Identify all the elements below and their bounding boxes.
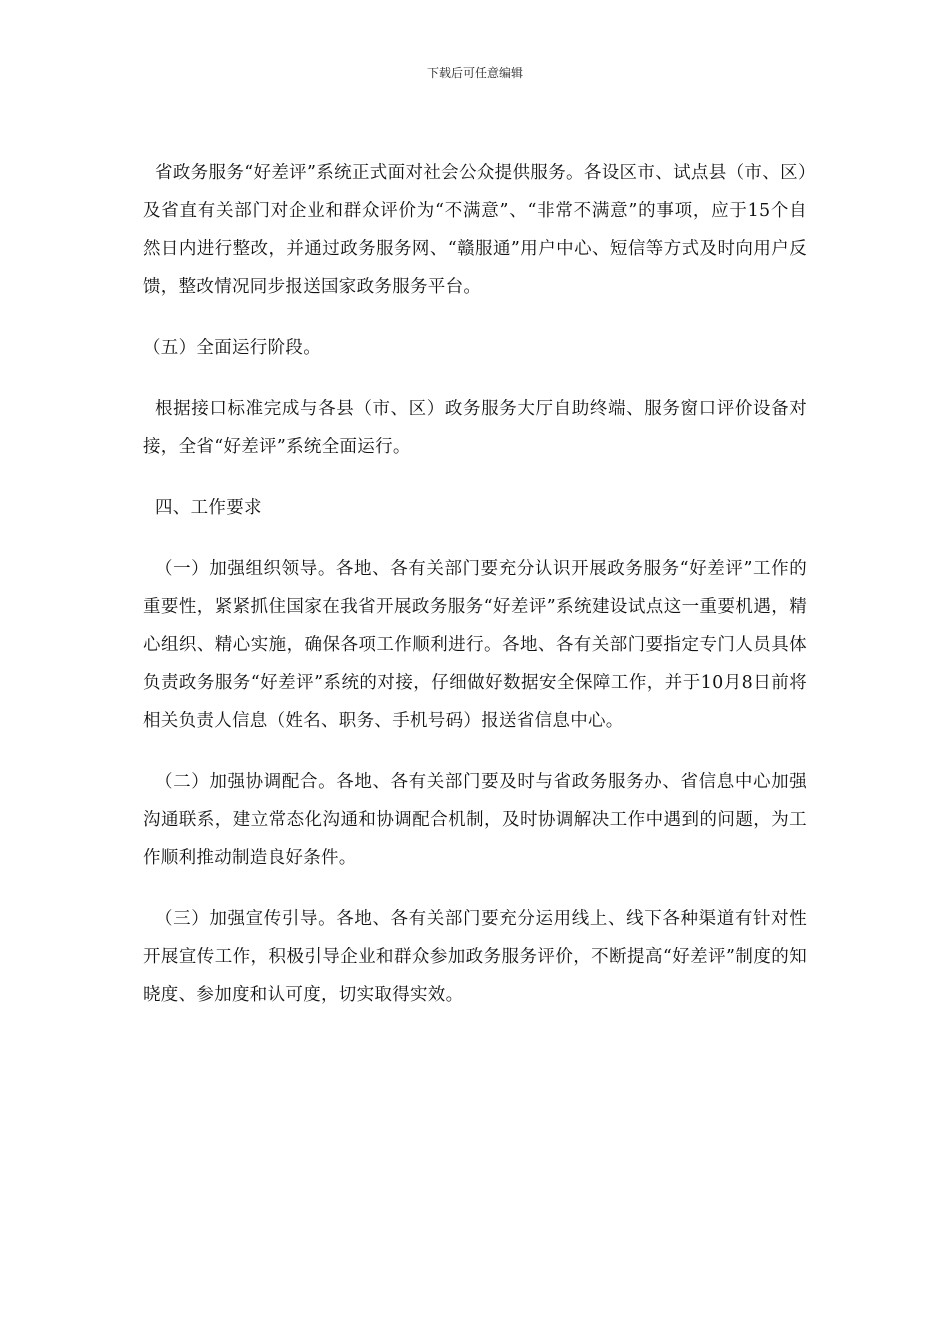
document-body: [143, 154, 807, 1037]
paragraph-heading-stage-five: （五）全面运行阶段。: [143, 338, 321, 358]
paragraph-requirement-leadership: （一）加强组织领导。各地、各有关部门要充分认识开展政务服务“好差评”工作的重要性，紧紧抓住国家在我省开展政务服务“好差评”系统建设试点这一重要机遇，精心组织、精心实施，确保各项工作顺利进行。各地、各有关部门要指定专门人员具体负责政务服务“好差评”系统的对接，仔细做好数据安全保障工作，并于10月8日前将相关负责人信息（姓名、职务、手机号码）报送省信息中心。: [143, 559, 807, 731]
section-heading-work-requirements: 四、工作要求: [155, 498, 262, 518]
paragraph-stage-five-body: 根据接口标准完成与各县（市、区）政务服务大厅自助终端、服务窗口评价设备对接，全省“好差评”系统全面运行。: [143, 399, 807, 457]
paragraph-requirement-publicity: （三）加强宣传引导。各地、各有关部门要充分运用线上、线下各种渠道有针对性开展宣传工作，积极引导企业和群众参加政务服务评价，不断提高“好差评”制度的知晓度、参加度和认可度，切实取得实效。: [143, 909, 807, 1005]
page-header-note: 下载后可任意编辑: [426, 66, 523, 80]
paragraph-requirement-coordination: （二）加强协调配合。各地、各有关部门要及时与省政务服务办、省信息中心加强沟通联系，建立常态化沟通和协调配合机制，及时协调解决工作中遇到的问题，为工作顺利推动制造良好条件。: [143, 772, 807, 868]
paragraph-stage-four-feedback: 省政务服务“好差评”系统正式面对社会公众提供服务。各设区市、试点县（市、区）及省直有关部门对企业和群众评价为“不满意”、“非常不满意”的事项，应于15个自然日内进行整改，并通过政务服务网、“赣服通”用户中心、短信等方式及时向用户反馈，整改情况同步报送国家政务服务平台。: [143, 163, 807, 297]
